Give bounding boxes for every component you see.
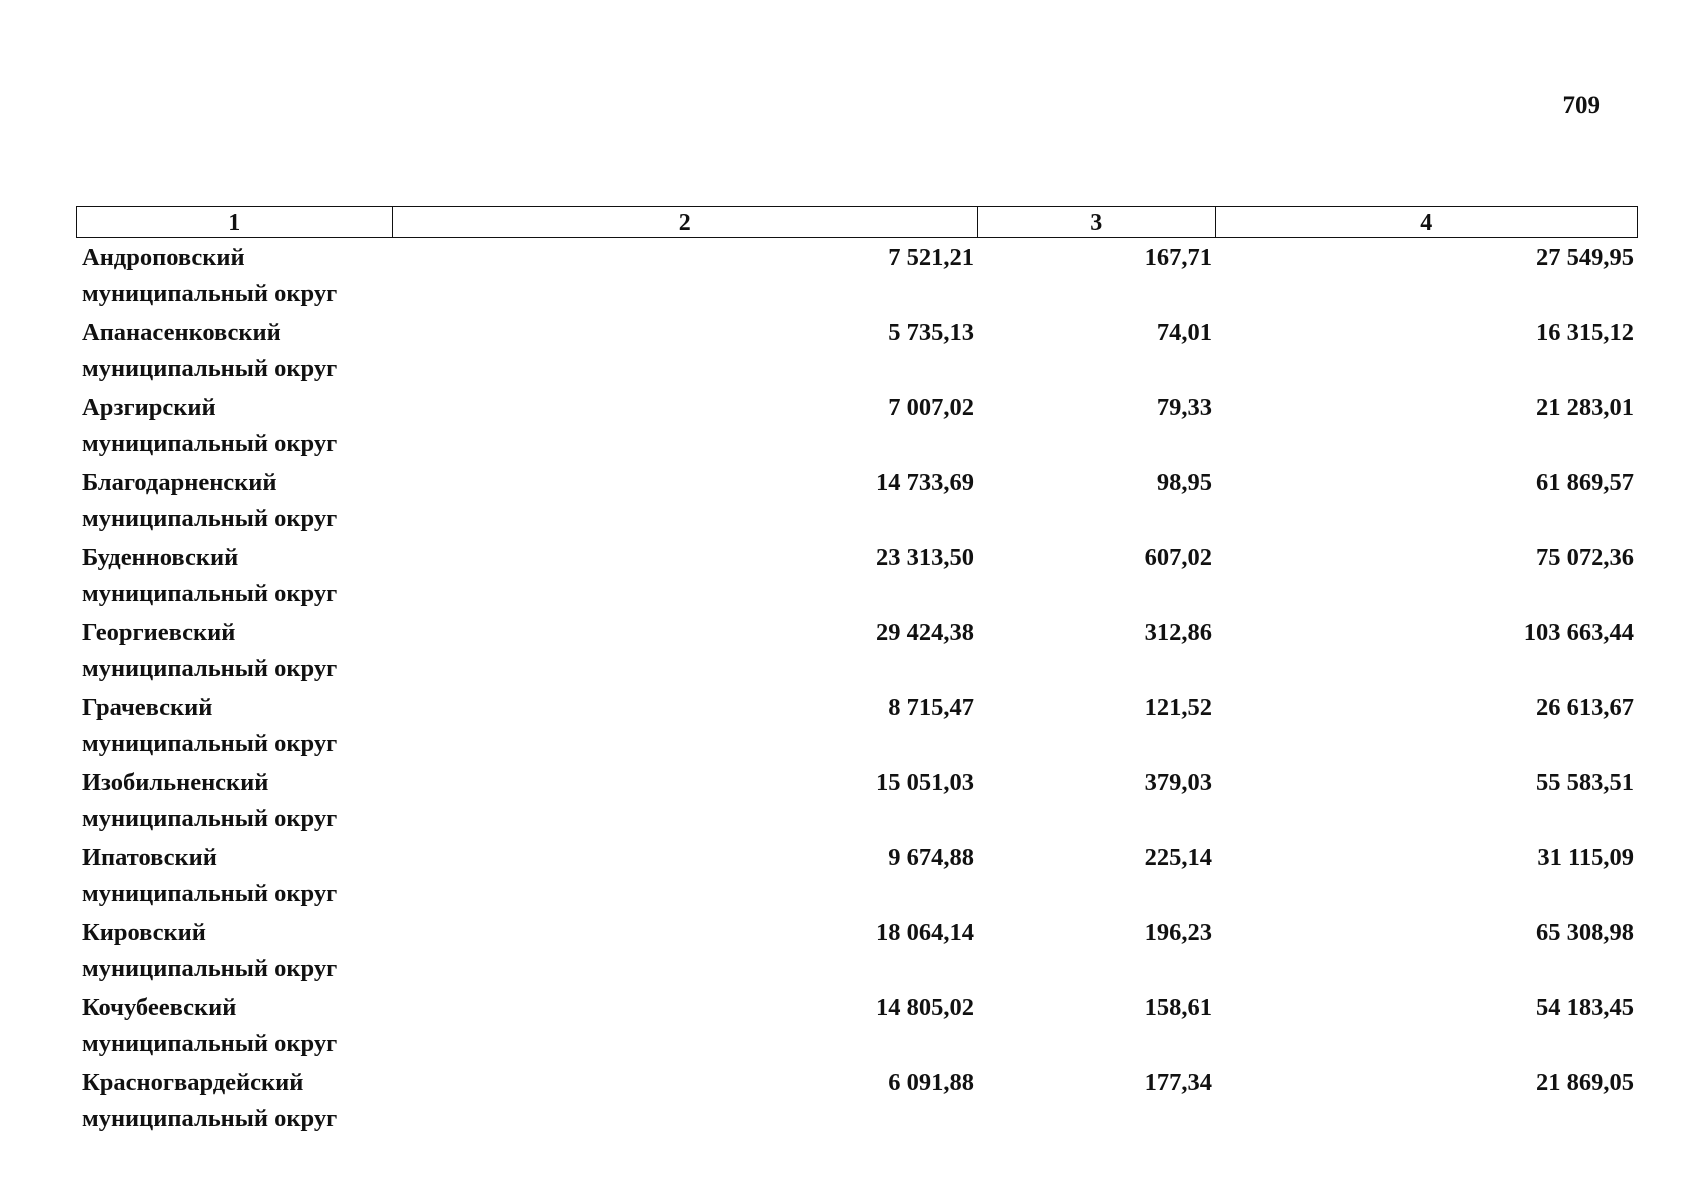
district-cell: [76, 315, 392, 390]
district-name: Георгиевский: [82, 619, 236, 646]
district-name: Благодарненский: [82, 469, 277, 496]
table-row: [76, 915, 1638, 990]
table-row: [76, 615, 1638, 690]
value-col4: 61 869,57: [1536, 469, 1634, 496]
district-cell: [76, 765, 392, 840]
value-col4: 65 308,98: [1536, 919, 1634, 946]
district-type: муниципальный округ: [82, 1105, 338, 1132]
table-body: [76, 240, 1638, 1140]
value-col3: 225,14: [1144, 844, 1212, 871]
table-row: [76, 1065, 1638, 1140]
value-col2: 7 521,21: [888, 244, 974, 271]
district-type: муниципальный округ: [82, 1030, 338, 1057]
district-cell: [76, 1065, 392, 1140]
table-row: [76, 390, 1638, 465]
district-name: Грачевский: [82, 694, 213, 721]
value-col4: 26 613,67: [1536, 694, 1634, 721]
district-cell: [76, 615, 392, 690]
value-col4: 54 183,45: [1536, 994, 1634, 1021]
table-row: [76, 540, 1638, 615]
value-col2: 29 424,38: [876, 619, 974, 646]
district-type: муниципальный округ: [82, 430, 338, 457]
value-col2: 5 735,13: [888, 319, 974, 346]
district-name: Ипатовский: [82, 844, 217, 871]
value-col4: 21 869,05: [1536, 1069, 1634, 1096]
value-col3: 607,02: [1144, 544, 1212, 571]
value-col4: 21 283,01: [1536, 394, 1634, 421]
value-col4: 27 549,95: [1536, 244, 1634, 271]
value-col3: 167,71: [1144, 244, 1212, 271]
value-col3: 379,03: [1144, 769, 1212, 796]
value-col4: 55 583,51: [1536, 769, 1634, 796]
district-cell: [76, 390, 392, 465]
value-col3: 158,61: [1144, 994, 1212, 1021]
district-type: муниципальный округ: [82, 955, 338, 982]
district-cell: [76, 990, 392, 1065]
district-name: Апанасенковский: [82, 319, 281, 346]
value-col3: 79,33: [1156, 394, 1212, 421]
table-row: [76, 765, 1638, 840]
value-col4: 31 115,09: [1537, 844, 1634, 871]
district-type: муниципальный округ: [82, 730, 338, 757]
value-col3: 98,95: [1156, 469, 1212, 496]
column-header-2: 2: [393, 207, 978, 237]
table-row: [76, 315, 1638, 390]
value-col2: 8 715,47: [888, 694, 974, 721]
district-name: Андроповский: [82, 244, 245, 271]
district-type: муниципальный округ: [82, 655, 338, 682]
table-row: [76, 465, 1638, 540]
district-cell: [76, 840, 392, 915]
value-col4: 75 072,36: [1536, 544, 1634, 571]
district-name: Красногвардейский: [82, 1069, 304, 1096]
value-col3: 177,34: [1144, 1069, 1212, 1096]
district-name: Буденновский: [82, 544, 239, 571]
column-header-1: 1: [77, 207, 393, 237]
value-col3: 196,23: [1144, 919, 1212, 946]
value-col2: 7 007,02: [888, 394, 974, 421]
district-name: Кировский: [82, 919, 206, 946]
column-header-3: 3: [978, 207, 1216, 237]
value-col3: 74,01: [1156, 319, 1212, 346]
district-type: муниципальный округ: [82, 355, 338, 382]
value-col2: 6 091,88: [888, 1069, 974, 1096]
table-header: [76, 206, 1638, 238]
district-cell: [76, 540, 392, 615]
column-header-4: 4: [1420, 210, 1433, 236]
district-cell: [76, 690, 392, 765]
value-col2: 9 674,88: [888, 844, 974, 871]
value-col4: 103 663,44: [1523, 619, 1634, 646]
value-col2: 14 805,02: [876, 994, 974, 1021]
district-cell: [76, 915, 392, 990]
value-col2: 18 064,14: [876, 919, 974, 946]
district-type: муниципальный округ: [82, 805, 338, 832]
table-row: [76, 690, 1638, 765]
district-name: Арзгирский: [82, 394, 216, 421]
value-col2: 14 733,69: [876, 469, 974, 496]
value-col3: 312,86: [1144, 619, 1212, 646]
district-cell: [76, 240, 392, 315]
value-col3: 121,52: [1144, 694, 1212, 721]
value-col4: 16 315,12: [1536, 319, 1634, 346]
value-col2: 15 051,03: [876, 769, 974, 796]
district-name: Изобильненский: [82, 769, 269, 796]
value-col2: 23 313,50: [876, 544, 974, 571]
district-type: муниципальный округ: [82, 505, 338, 532]
district-type: муниципальный округ: [82, 880, 338, 907]
page-number: 709: [1562, 92, 1600, 119]
district-type: муниципальный округ: [82, 280, 338, 307]
district-type: муниципальный округ: [82, 580, 338, 607]
district-name: Кочубеевский: [82, 994, 237, 1021]
table-row: [76, 840, 1638, 915]
table-row: [76, 240, 1638, 315]
table-row: [76, 990, 1638, 1065]
district-cell: [76, 465, 392, 540]
